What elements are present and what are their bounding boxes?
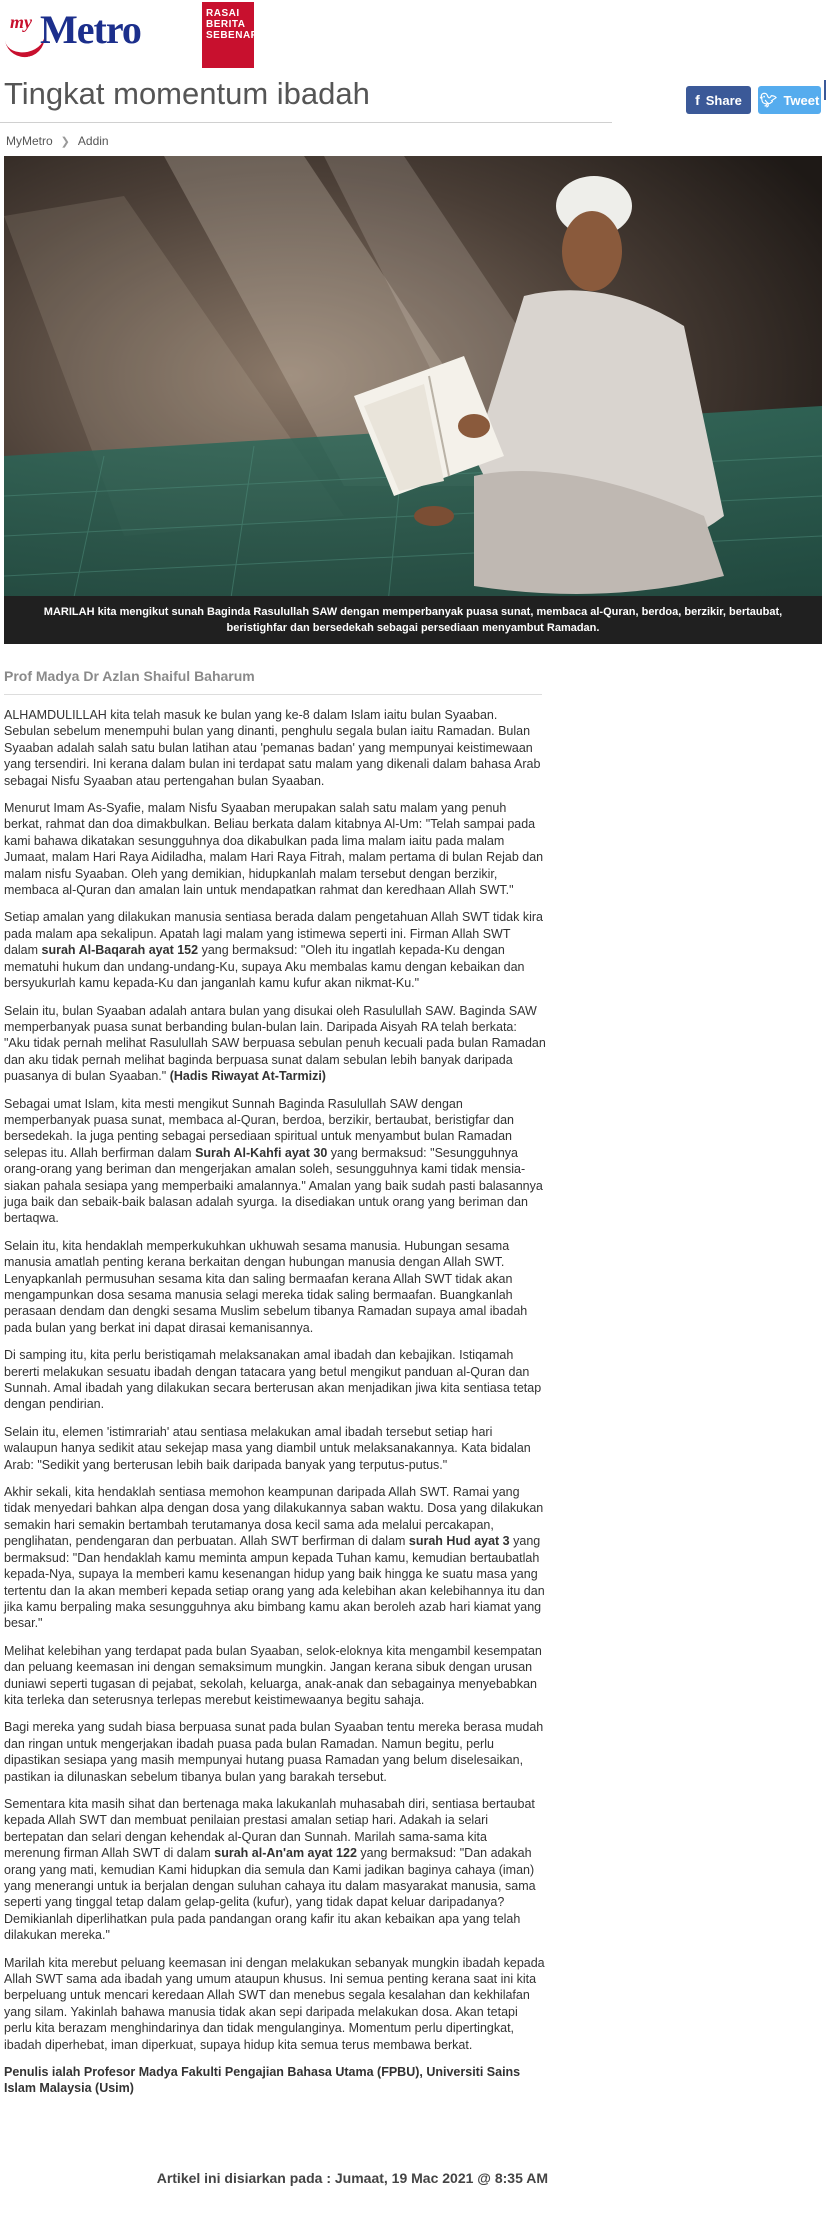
paragraph-text: Bagi mereka yang sudah biasa berpuasa sunat pada bulan Syaaban tentu mereka berasa mudah dan ringan untuk mengerjakan ibadah puasa pada bulan Ramadan. Namun begitu, perlu dipastikan sesiapa yang masih mempunyai hutang puasa Ramadan yang belum diselesaikan, pastikan ia dilunaskan sebelum tibanya bulan yang barakah tersebut. <box>4 1720 544 1784</box>
article-paragraph <box>4 1238 546 1336</box>
bold-reference: Surah Al-Kahfi ayat 30 <box>195 1145 328 1160</box>
paragraph-text: Selain itu, bulan Syaaban adalah antara bulan yang disukai oleh Rasulullah SAW. Baginda SAW memperbanyak puasa sunat berbanding bulan-bulan lain. Daripada Aisyah RA telah berkata: "Aku tidak pernah melihat Rasulullah SAW berpuasa sebulan penuh kecuali pada bulan Ramadan dan aku tidak pernah melihat baginda berpuasa sunat dalam sebulan lebih banyak daripada puasanya di bulan Syaaban." <box>4 1003 546 1084</box>
article-paragraph <box>4 1643 546 1709</box>
share-edge-marker <box>824 80 826 100</box>
paragraph-text: yang bermaksud: "Dan adakah orang yang mati, kemudian Kami hidupkan dia semula dan Kami jadikan baginya cahaya (iman) yang menerangi untuk ia berjalan dengan suluhan cahaya itu dalam masyarakat manusia, sama seperti yang tinggal tetap dalam gelap-gelita (kufur), yang tidak dapat keluar daripadanya? Demikianlah diperlihatkan pula pada pandangan orang kafir itu akan kebaikan apa yang telah dilakukan mereka." <box>4 1846 536 1943</box>
paragraph-text: Melihat kelebihan yang terdapat pada bulan Syaaban, selok-eloknya kita mengambil kesempatan dan peluang keemasan ini dengan semaksimum mungkin. Jangan kerana sibuk dengan urusan duniawi seperti tugasan di pejabat, sekolah, keluarga, anak-anak dan sebagainya menyebabkan kita terleka dan seterusnya terlepas merebut keistimewaanya begitu sahaja. <box>4 1643 542 1707</box>
logo-metro-text: Metro <box>40 7 141 52</box>
article-paragraph <box>4 1003 546 1085</box>
twitter-tweet-button[interactable] <box>758 86 821 114</box>
article-paragraph <box>4 1955 546 2053</box>
paragraph-text: yang bermaksud: "Oleh itu ingatlah kepada-Ku dengan mematuhi hukum dan undang-undang-Ku, supaya Aku membalas kamu dengan kebaikan dan bersyukurlah kamu kepada-Ku dan janganlah kamu kufur akan nikmat-Ku." <box>4 943 525 991</box>
breadcrumb-item-addin[interactable]: Addin <box>77 134 109 148</box>
facebook-icon: f <box>695 92 700 108</box>
twitter-tweet-label: Tweet <box>783 92 820 108</box>
paragraph-text: Setiap amalan yang dilakukan manusia sentiasa berada dalam pengetahuan Allah SWT tidak kira pada malam apa sekalipun. Apatah lagi malam yang istimewa seperti ini. Firman Allah SWT dalam <box>4 910 543 958</box>
facebook-share-button[interactable] <box>686 86 751 114</box>
paragraph-text: yang bermaksud: "Dan hendaklah kamu meminta ampun kepada Tuhan kamu, kemudian bertaubatlah kepada-Nya, supaya Ia memberi kamu kesenangan hidup yang baik hingga ke suatu masa yang tertentu dan Ia akan memberi kepada setiap orang yang ada kelebihan akan kelebihannya itu dan jika kamu berpaling maka sesungguhnya aku bimbang kamu akan beroleh azab hari kiamat yang besar." <box>4 1534 545 1631</box>
title-divider <box>0 122 612 123</box>
article-paragraph <box>4 2064 546 2097</box>
paragraph-text: Selain itu, kita hendaklah memperkukuhkan ukhuwah sesama manusia. Hubungan sesama manusia amatlah penting kerana berkaitan dengan hubungan manusia dengan Allah SWT. Lenyapkanlah permusuhan sesama kita dan saling bermaafan kerana Allah SWT tidak akan mengampunkan dosa sesama manusia selagi mereka tidak saling bermaafan. Buangkanlah perasaan dendam dan dengki sesama Muslim sebelum tibanya Ramadan supaya amal ibadah pada bulan yang berkat ini dapat dirasai kemanisannya. <box>4 1238 528 1335</box>
paragraph-text: Di samping itu, kita perlu beristiqamah melaksanakan amal ibadah dan kebajikan. Istiqamah bererti melakukan sesuatu ibadah dengan tatacara yang betul mengikut panduan al-Quran dan Sunnah. Amal ibadah yang dilakukan secara berterusan akan menjadikan jiwa kita sentiasa tetap dengan pendirian. <box>4 1348 542 1412</box>
chevron-right-icon: ❯ <box>60 135 70 148</box>
bold-reference: surah Al-Baqarah ayat 152 <box>41 943 199 958</box>
article-paragraph <box>4 800 546 898</box>
image-caption: MARILAH kita mengikut sunah Baginda Rasulullah SAW dengan memperbanyak puasa sunat, membaca al-Quran, berdoa, berzikir, bertaubat, beristighfar dan bersedekah sebagai persediaan menyambut Ramadan. <box>4 596 822 644</box>
bold-reference: surah Hud ayat 3 <box>408 1534 510 1549</box>
article-paragraph <box>4 707 546 789</box>
article-paragraph <box>4 909 546 991</box>
facebook-share-label: Share <box>705 92 742 108</box>
page-title: Tingkat momentum ibadah <box>4 76 370 111</box>
paragraph-text: yang bermaksud: "Sesungguhnya orang-orang yang beriman dan mengerjakan amalan soleh, sesungguhnya kami tidak mensia-siakan pahala sesiapa yang memperbaiki amalannya." Amalan yang baik sudah pasti balasannya juga baik dan sebaik-baik balasan adalah syurga. Ia disediakan untuk orang yang beriman dan bertaqwa. <box>4 1145 543 1226</box>
author-divider <box>4 694 542 695</box>
logo-tagline: RASAI BERITA SEBENAR <box>202 2 254 68</box>
article-paragraph <box>4 1484 546 1632</box>
breadcrumb-item-mymetro[interactable]: MyMetro <box>6 134 53 148</box>
hero-illustration <box>4 156 822 644</box>
paragraph-text: Marilah kita merebut peluang keemasan ini dengan melakukan sebanyak mungkin ibadah kepada Allah SWT sama ada ibadah yang umum ataupun khusus. Ini semua penting kerana saat ini kita berpeluang untuk mencari keredaan Allah SWT dan menebus segala kesalahan dan kekhilafan yang silam. Yakinlah bahawa manusia tidak akan sepi daripada melakukan dosa. Akan tetapi perlu kita berazam menghindarinya dan tidak mengulanginya. Momentum perlu dipertingkat, ibadah diperhebat, iman diperkuat, supaya hidup kita semua terus membawa berkat. <box>4 1955 545 2052</box>
bold-reference: surah al-An'am ayat 122 <box>214 1846 357 1861</box>
paragraph-text: Menurut Imam As-Syafie, malam Nisfu Syaaban merupakan salah satu malam yang penuh berkat, rahmat dan doa dimakbulkan. Beliau berkata dalam kitabnya Al-Um: "Telah sampai pada kami bahawa dikatakan sesungguhnya doa dikabulkan pada lima malam iaitu pada malam Jumaat, malam Hari Raya Aidiladha, malam Hari Raya Fitrah, malam pertama di bulan Rejab dan malam nisfu Syaaban. Oleh yang demikian, hidupkanlah malam tersebut dengan berzikir, membaca al-Quran dan amalan lain untuk mendapatkan rahmat dan keredhaan Allah SWT." <box>4 801 544 898</box>
article-paragraph <box>4 1424 546 1473</box>
logo-my-text: my <box>10 12 32 32</box>
paragraph-text: ALHAMDULILLAH kita telah masuk ke bulan yang ke-8 dalam Islam iaitu bulan Syaaban. Sebulan sebelum menempuhi bulan yang dinanti, penghulu segala bulan iaitu Ramadan. Bulan Syaaban adalah salah satu bulan latihan atau 'pemanas badan' yang mempunyai keistimewaan yang tersendiri. Ini kerana dalam bulan ini terdapat satu malam yang dikenali dalam bahasa Arab sebagai Nisfu Syaaban atau pertengahan bulan Syaaban. <box>4 708 541 788</box>
hero-image <box>4 156 822 644</box>
twitter-icon: 🐦︎ <box>759 91 778 108</box>
paragraph-text: Akhir sekali, kita hendaklah sentiasa memohon keampunan daripada Allah SWT. Ramai yang tidak menyedari bahkan alpa dengan dosa yang dilakukannya saban waktu. Dosa yang dilakukan semakin hari semakin bertambah terutamanya dosa kecil sama ada melalui percakapan, penglihatan, pendengaran dan perbuatan. Allah SWT berfirman di dalam <box>4 1485 544 1549</box>
article-paragraph <box>4 1096 546 1227</box>
bold-reference: Penulis ialah Profesor Madya Fakulti Pengajian Bahasa Utama (FPBU), Universiti Sains Islam Malaysia (Usim) <box>4 2065 521 2096</box>
metro-logo[interactable] <box>6 2 259 68</box>
author-byline[interactable]: Prof Madya Dr Azlan Shaiful Baharum <box>4 668 255 684</box>
article-paragraph <box>4 1796 546 1944</box>
breadcrumb <box>6 134 109 148</box>
paragraph-text: Sebagai umat Islam, kita mesti mengikut Sunnah Baginda Rasulullah SAW dengan memperbanyak puasa sunat, membaca al-Quran, berdoa, berzikir, bertaubat, beristigfar dan bersedekah. Ia juga penting sebagai persediaan spiritual untuk menyambut bulan Ramadan selepas itu. Allah berfirman dalam <box>4 1096 514 1160</box>
article-paragraph <box>4 1347 546 1413</box>
article-body <box>4 707 546 2108</box>
paragraph-text: Selain itu, elemen 'istimrariah' atau sentiasa melakukan amal ibadah tersebut setiap hari walaupun hanya sedikit atau sekejap masa yang diambil untuk melaksanakannya. Kata bidalan Arab: "Sedikit yang berterusan lebih baik daripada banyak yang terputus-putus." <box>4 1424 531 1472</box>
article-paragraph <box>4 1719 546 1785</box>
paragraph-text: Sementara kita masih sihat dan bertenaga maka lakukanlah muhasabah diri, sentiasa bertaubat kepada Allah SWT dan membuat penilaian prestasi amalan setiap hari. Adakah ia selari bertepatan dan selari dengan kehendak al-Quran dan Sunnah. Marilah sama-sama kita merenung firman Allah SWT di dalam <box>4 1796 535 1861</box>
bold-reference: (Hadis Riwayat At-Tarmizi) <box>169 1069 326 1084</box>
published-date: Artikel ini disiarkan pada : Jumaat, 19 Mac 2021 @ 8:35 AM <box>156 2170 548 2186</box>
